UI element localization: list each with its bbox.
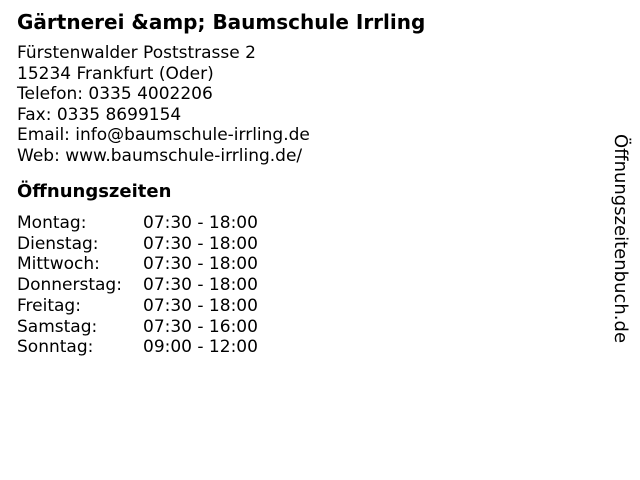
time-value: 07:30 - 18:00 — [143, 295, 258, 316]
time-value: 07:30 - 16:00 — [143, 316, 258, 337]
time-value: 07:30 - 18:00 — [143, 233, 258, 254]
hours-row-tuesday — [17, 234, 258, 255]
hours-row-monday — [17, 213, 258, 234]
hours-row-saturday — [17, 317, 258, 338]
day-label: Samstag: — [17, 316, 98, 337]
opening-hours-list — [17, 213, 258, 358]
address-city-line: 15234 Frankfurt (Oder) — [17, 63, 214, 84]
email-line: Email: info@baumschule-irrling.de — [17, 125, 310, 145]
day-label: Freitag: — [17, 295, 81, 316]
day-label: Sonntag: — [17, 337, 94, 358]
address-street-line: Fürstenwalder Poststrasse 2 — [17, 43, 256, 63]
opening-hours-heading: Öffnungszeiten — [17, 181, 172, 202]
hours-row-thursday — [17, 275, 258, 296]
phone-line: Telefon: 0335 4002206 — [17, 84, 213, 104]
time-value: 09:00 - 12:00 — [143, 337, 258, 358]
day-label: Mittwoch: — [17, 254, 100, 275]
web-line: Web: www.baumschule-irrling.de/ — [17, 145, 303, 166]
hours-row-sunday — [17, 337, 258, 358]
time-value: 07:30 - 18:00 — [143, 254, 258, 275]
time-value: 07:30 - 18:00 — [143, 213, 258, 233]
watermark-vertical-text: Öffnungszeitenbuch.de — [610, 134, 631, 344]
day-label: Donnerstag: — [17, 275, 122, 296]
page-title: Gärtnerei &amp; Baumschule Irrling — [17, 10, 426, 34]
hours-row-friday — [17, 296, 258, 317]
contact-block — [17, 43, 310, 166]
day-label: Dienstag: — [17, 233, 99, 254]
time-value: 07:30 - 18:00 — [143, 275, 258, 296]
day-label: Montag: — [17, 213, 87, 233]
fax-line: Fax: 0335 8699154 — [17, 104, 182, 125]
hours-row-wednesday — [17, 254, 258, 275]
